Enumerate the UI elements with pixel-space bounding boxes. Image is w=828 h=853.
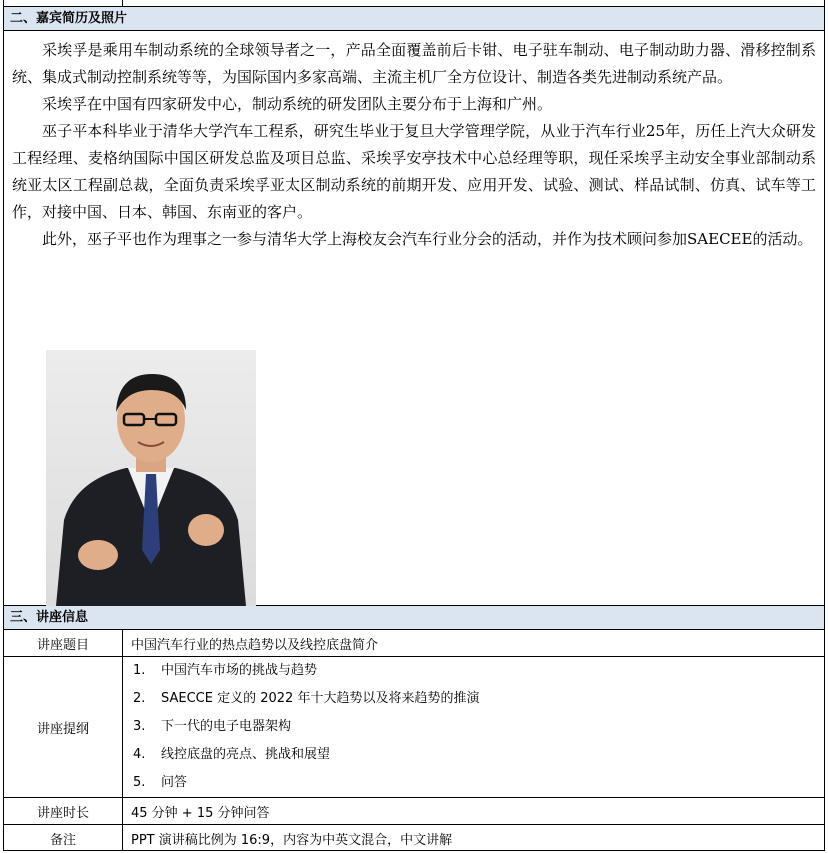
section-heading-bio: 二、嘉宾简历及照片 — [4, 7, 824, 31]
section-heading-lecture: 三、讲座信息 — [4, 606, 824, 630]
outline-label: 讲座提纲 — [4, 657, 123, 798]
list-item: 5. 问答 — [133, 775, 188, 790]
table-row-duration — [4, 798, 824, 825]
previous-row-stub — [4, 0, 824, 7]
speaker-photo — [46, 350, 256, 606]
speaker-portrait-icon — [46, 350, 256, 606]
bio-paragraph-4: 此外，巫子平也作为理事之一参与清华大学上海校友会汽车行业分会的活动，并作为技术顾问参加SAECEE的活动。 — [42, 230, 813, 248]
duration-value: 45 分钟 + 15 分钟问答 — [123, 798, 825, 825]
bio-paragraph-3: 巫子平本科毕业于清华大学汽车工程系，研究生毕业于复旦大学管理学院，从业于汽车行业25年，历任上汽大众研发工程经理、麦格纳国际中国区研发总监及项目总监、采埃孚安亭技术中心总经理等职，现任采埃孚主动安全事业部制动系统亚太区工程副总裁，全面负责采埃孚亚太区制动系统的前期开发、应用开发、试验、测试、样品试制、仿真、试车等工作，对接中国、日本、韩国、东南亚的客户。 — [12, 122, 816, 221]
lecture-info-table — [4, 630, 824, 851]
duration-label: 讲座时长 — [4, 798, 123, 825]
table-row-topic — [4, 630, 824, 657]
topic-value: 中国汽车行业的热点趋势以及线控底盘简介 — [131, 637, 379, 653]
list-item: 1. 中国汽车市场的挑战与趋势 — [133, 663, 318, 678]
bio-cell — [4, 31, 824, 606]
bio-paragraph-1: 采埃孚是乘用车制动系统的全球领导者之一，产品全面覆盖前后卡钳、电子驻车制动、电子制动助力器、滑移控制系统、集成式制动控制系统等等，为国际国内多家高端、主流主机厂全方位设计、制造各类先进制动系统产品。 — [12, 41, 816, 86]
list-item: 3. 下一代的电子电器架构 — [133, 719, 292, 734]
outline-list — [131, 657, 824, 797]
notes-label: 备注 — [4, 825, 123, 852]
topic-label: 讲座题目 — [4, 630, 123, 657]
outline-cell — [123, 657, 825, 798]
bio-paragraph-2: 采埃孚在中国有四家研发中心，制动系统的研发团队主要分布于上海和广州。 — [42, 95, 553, 113]
list-item: 2. SAECCE 定义的 2022 年十大趋势以及将来趋势的推演 — [133, 691, 480, 706]
table-row-notes — [4, 825, 824, 852]
document-sheet — [3, 0, 825, 851]
list-item: 4. 线控底盘的亮点、挑战和展望 — [133, 747, 331, 762]
table-row-outline — [4, 657, 824, 798]
notes-value: PPT 演讲稿比例为 16:9，内容为中英文混合，中文讲解 — [123, 825, 825, 852]
